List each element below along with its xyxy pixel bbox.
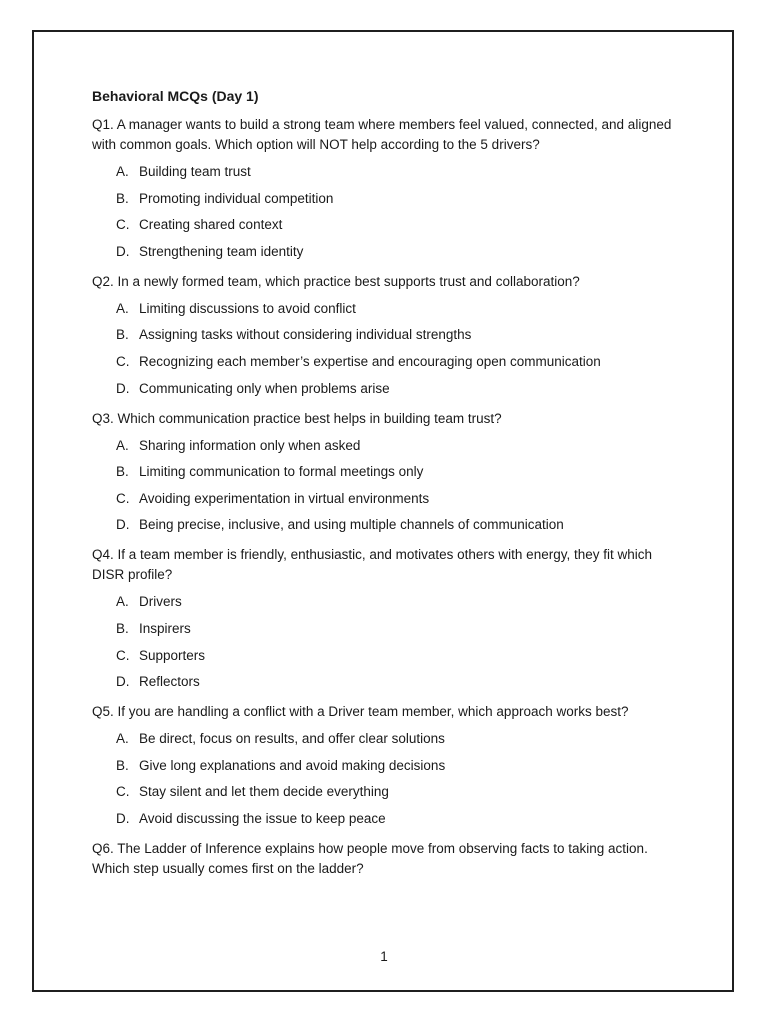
option-text: Promoting individual competition — [139, 190, 334, 206]
option-text: Drivers — [139, 594, 182, 610]
option-item — [92, 436, 682, 456]
option-item — [92, 379, 682, 399]
option-letter: D. — [116, 517, 130, 533]
option-letter: D. — [116, 380, 130, 396]
option-text: Recognizing each member’s expertise and encouraging open communication — [139, 353, 601, 369]
question-text: Q6. The Ladder of Inference explains how people move from observing facts to taking action. Which step usually comes first on the ladder? — [92, 840, 648, 876]
question-list — [92, 115, 682, 879]
option-text: Strengthening team identity — [139, 243, 304, 259]
question-text: Q5. If you are handling a conflict with a Driver team member, which approach works best? — [92, 704, 629, 720]
option-text: Stay silent and let them decide everything — [139, 784, 389, 800]
question-text: Q4. If a team member is friendly, enthusiastic, and motivates others with energy, they fit which DISR profile? — [92, 547, 652, 583]
option-item — [92, 782, 682, 802]
option-letter: B. — [116, 327, 129, 343]
option-text: Avoiding experimentation in virtual environments — [139, 490, 430, 506]
option-list — [92, 729, 682, 829]
option-item — [92, 189, 682, 209]
option-text: Reflectors — [139, 674, 200, 690]
option-text: Being precise, inclusive, and using multiple channels of communication — [139, 517, 564, 533]
option-item — [92, 646, 682, 666]
page-number: 1 — [380, 949, 388, 964]
option-text: Limiting communication to formal meetings only — [139, 464, 424, 480]
option-text: Building team trust — [139, 164, 251, 179]
option-letter: D. — [116, 674, 130, 690]
option-text: Supporters — [139, 647, 206, 663]
option-list — [92, 436, 682, 536]
option-letter: B. — [116, 190, 129, 206]
option-letter: C. — [116, 353, 130, 369]
option-item — [92, 325, 682, 345]
option-text: Inspirers — [139, 620, 191, 636]
option-text: Avoid discussing the issue to keep peace — [139, 810, 386, 826]
question-text: Q2. In a newly formed team, which practice best supports trust and collaboration? — [92, 273, 580, 289]
option-item — [92, 462, 682, 482]
option-item — [92, 515, 682, 535]
option-letter: B. — [116, 464, 129, 480]
question-block — [92, 545, 682, 692]
option-item — [92, 729, 682, 749]
question-text: Q1. A manager wants to build a strong team where members feel valued, connected, and aligned with common goals. Which option will NOT help according to the 5 drivers? — [92, 117, 672, 152]
option-letter: B. — [116, 757, 129, 773]
document-title: Behavioral MCQs (Day 1) — [92, 88, 259, 104]
option-item — [92, 162, 682, 182]
option-item — [92, 489, 682, 509]
option-text: Sharing information only when asked — [139, 437, 361, 453]
option-letter: C. — [116, 784, 130, 800]
question-block — [92, 702, 682, 829]
question-text: Q3. Which communication practice best helps in building team trust? — [92, 410, 502, 426]
option-letter: A. — [116, 437, 129, 453]
option-letter: C. — [116, 217, 130, 233]
question-block — [92, 409, 682, 536]
option-letter: B. — [116, 620, 129, 636]
option-letter: C. — [116, 647, 130, 663]
option-letter: A. — [116, 594, 129, 610]
option-item — [92, 619, 682, 639]
question-block — [92, 272, 682, 399]
option-text: Give long explanations and avoid making decisions — [139, 757, 446, 773]
option-letter: D. — [116, 243, 130, 259]
option-letter: A. — [116, 300, 129, 316]
option-item — [92, 352, 682, 372]
option-letter: D. — [116, 810, 130, 826]
option-letter: A. — [116, 731, 129, 747]
option-item — [92, 756, 682, 776]
option-list — [92, 299, 682, 399]
option-letter: A. — [116, 164, 129, 179]
question-block — [92, 839, 682, 879]
option-item — [92, 809, 682, 829]
option-item — [92, 299, 682, 319]
question-block — [92, 115, 682, 262]
document-body — [92, 86, 682, 889]
option-item — [92, 215, 682, 235]
option-text: Assigning tasks without considering individual strengths — [139, 327, 472, 343]
option-item — [92, 592, 682, 612]
option-item — [92, 672, 682, 692]
option-text: Limiting discussions to avoid conflict — [139, 300, 356, 316]
option-text: Communicating only when problems arise — [139, 380, 390, 396]
option-text: Creating shared context — [139, 217, 283, 233]
option-text: Be direct, focus on results, and offer clear solutions — [139, 731, 445, 747]
option-list — [92, 162, 682, 262]
option-item — [92, 242, 682, 262]
option-list — [92, 592, 682, 692]
option-letter: C. — [116, 490, 130, 506]
